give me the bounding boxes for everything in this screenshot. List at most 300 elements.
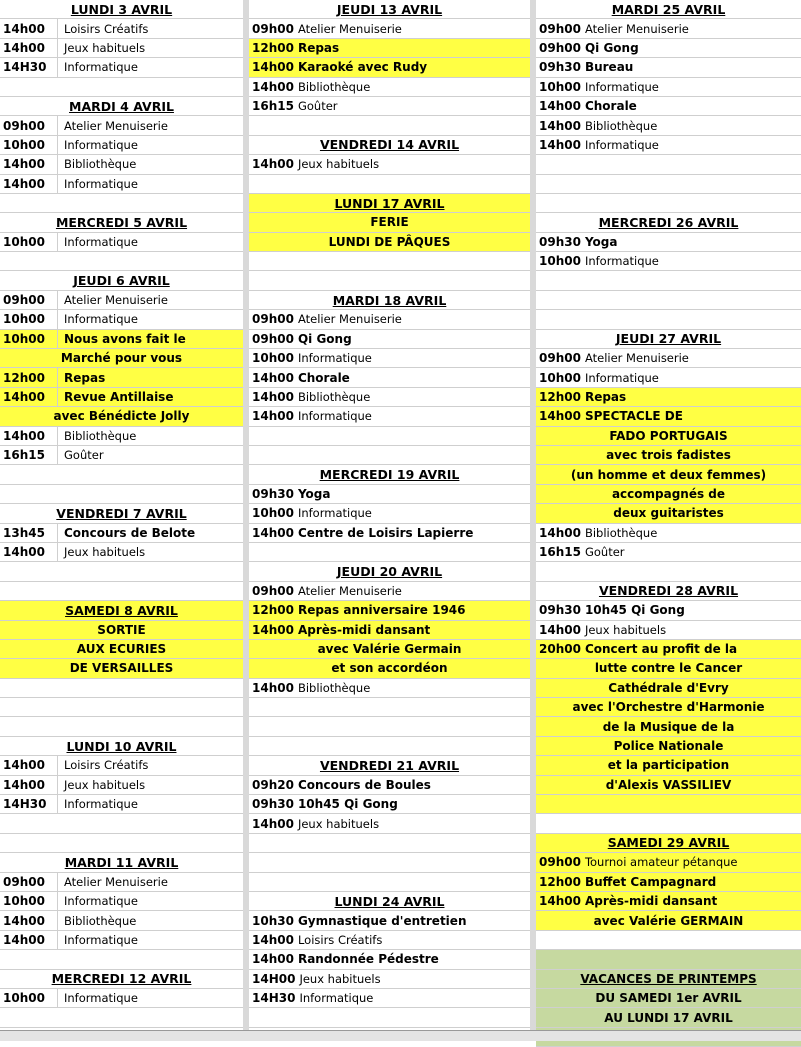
schedule-entry (0, 756, 243, 775)
entry-activity: Informatique (64, 991, 138, 1006)
event-detail-line: FADO PORTUGAIS (536, 427, 801, 446)
entry-time: 14h00 (0, 39, 58, 57)
entry-time: 16h15 (539, 545, 581, 560)
schedule-entry (249, 485, 530, 504)
event-detail-line: d'Alexis VASSILIEV (536, 776, 801, 795)
schedule-entry (536, 601, 801, 620)
empty-row (0, 814, 243, 833)
empty-row (536, 310, 801, 329)
empty-row (0, 950, 243, 969)
day-heading: SAMEDI 8 AVRIL (0, 601, 243, 620)
empty-row (0, 834, 243, 853)
day-heading: SAMEDI 29 AVRIL (536, 834, 801, 853)
day-heading: MERCREDI 12 AVRIL (0, 970, 243, 989)
day-heading: JEUDI 27 AVRIL (536, 330, 801, 349)
schedule-entry (0, 116, 243, 135)
empty-row (249, 271, 530, 290)
schedule-entry (536, 853, 801, 872)
entry-activity: Repas (584, 390, 627, 404)
entry-time: 10h30 (252, 913, 294, 928)
empty-row (249, 446, 530, 465)
schedule-entry (249, 524, 530, 543)
schedule-entry (0, 39, 243, 58)
day-heading: LUNDI 17 AVRIL (249, 194, 530, 213)
empty-row (0, 78, 243, 97)
entry-activity: Après-midi dansant (584, 894, 718, 909)
entry-activity: Concours de Belote (64, 525, 196, 540)
entry-time: 14h00 (0, 175, 58, 193)
entry-activity: Bibliothèque (584, 525, 658, 540)
empty-row (536, 950, 801, 969)
schedule-entry (0, 175, 243, 194)
day-heading: MARDI 4 AVRIL (0, 97, 243, 116)
schedule-entry (0, 911, 243, 930)
entry-time: 09h00 (252, 21, 294, 36)
day-heading: VENDREDI 14 AVRIL (249, 136, 530, 155)
empty-row (249, 873, 530, 892)
schedule-entry (249, 776, 530, 795)
entry-time: 14h00 (252, 622, 294, 637)
entry-time: 14h00 (252, 525, 294, 540)
schedule-entry (0, 388, 243, 407)
entry-activity: Centre de Loisirs Lapierre (297, 525, 474, 540)
entry-activity: Informatique (64, 234, 138, 249)
entry-time: 12h00 (252, 40, 294, 55)
schedule-entry (0, 155, 243, 174)
day-heading: LUNDI 10 AVRIL (0, 737, 243, 756)
entry-activity: Atelier Menuiserie (64, 293, 168, 308)
empty-row (0, 582, 243, 601)
entry-activity: 10h45 Qi Gong (584, 603, 685, 618)
entry-time: 14H30 (0, 58, 58, 76)
schedule-entry (0, 427, 243, 446)
schedule-entry (536, 58, 801, 77)
entry-time: 14h00 (252, 816, 294, 831)
entry-time: 14h00 (252, 79, 294, 94)
schedule-entry (536, 19, 801, 38)
entry-time: 14h00 (539, 409, 581, 424)
entry-time: 14h00 (0, 931, 58, 949)
schedule-entry (249, 407, 530, 426)
entry-activity: Revue Antillaise (64, 390, 174, 404)
entry-time: 09h30 (539, 60, 581, 75)
entry-activity: Bibliothèque (297, 680, 371, 695)
entry-activity: Bibliothèque (64, 157, 137, 172)
entry-activity: Karaoké avec Rudy (297, 60, 428, 75)
entry-time: 14h00 (252, 952, 294, 967)
entry-time: 14h00 (0, 543, 58, 561)
empty-row (249, 1008, 530, 1027)
event-detail-line: FERIE (249, 213, 530, 232)
schedule-entry (0, 931, 243, 950)
entry-activity: Informatique (64, 797, 138, 812)
schedule-entry (0, 524, 243, 543)
entry-time: 12h00 (0, 368, 58, 386)
entry-time: 09h00 (252, 583, 294, 598)
schedule-entry (0, 310, 243, 329)
entry-time: 14h00 (252, 680, 294, 695)
schedule-entry (249, 310, 530, 329)
schedule-entry (536, 892, 801, 911)
entry-activity: SPECTACLE DE (584, 409, 683, 424)
entry-time: 10h00 (252, 351, 294, 366)
entry-time: 13h45 (0, 524, 58, 542)
schedule-entry (536, 39, 801, 58)
entry-time: 09h30 (252, 486, 294, 501)
day-heading: JEUDI 13 AVRIL (249, 0, 530, 19)
empty-row (0, 679, 243, 698)
entry-time: 14h00 (539, 894, 581, 909)
schedule-entry (0, 543, 243, 562)
entry-activity: Loisirs Créatifs (64, 21, 149, 36)
entry-activity: Jeux habituels (297, 816, 380, 831)
schedule-entry (536, 136, 801, 155)
schedule-entry (536, 116, 801, 135)
empty-row (0, 194, 243, 213)
schedule-entry (536, 543, 801, 562)
schedule-entry (0, 58, 243, 77)
entry-time: 14h00 (0, 388, 58, 406)
sheet-tab-bar[interactable] (0, 1030, 801, 1041)
entry-time: 16h15 (0, 446, 58, 464)
entry-activity: Informatique (584, 79, 659, 94)
schedule-entry (249, 155, 530, 174)
schedule-column-3 (536, 0, 801, 1030)
event-detail-line: DU SAMEDI 1er AVRIL (536, 989, 801, 1008)
empty-row (536, 175, 801, 194)
entry-activity: Nous avons fait le (64, 331, 186, 346)
schedule-entry (536, 233, 801, 252)
entry-activity: Atelier Menuiserie (64, 118, 168, 133)
entry-activity: Bureau (584, 60, 634, 75)
day-heading: MERCREDI 5 AVRIL (0, 213, 243, 232)
entry-activity: Goûter (64, 448, 104, 463)
entry-activity: Repas (64, 370, 106, 385)
schedule-entry (249, 989, 530, 1008)
empty-row (249, 252, 530, 271)
entry-time: 14h00 (539, 525, 581, 540)
schedule-entry (249, 97, 530, 116)
empty-row (249, 717, 530, 736)
schedule-entry (0, 892, 243, 911)
entry-activity: Buffet Campagnard (584, 874, 717, 889)
event-detail-line: avec Valérie Germain (249, 640, 530, 659)
entry-time: 09h30 (539, 234, 581, 249)
entry-activity: Repas (297, 40, 340, 55)
schedule-entry (249, 368, 530, 387)
schedule-entry (249, 78, 530, 97)
day-heading: JEUDI 20 AVRIL (249, 562, 530, 581)
entry-activity: Jeux habituels (64, 777, 146, 792)
entry-time: 14h00 (0, 19, 58, 37)
entry-activity: Chorale (584, 99, 637, 114)
entry-activity: Tournoi amateur pétanque (584, 855, 738, 870)
schedule-entry (249, 950, 530, 969)
entry-activity: Bibliothèque (64, 913, 137, 928)
entry-activity: Concert au profit de la (584, 642, 738, 657)
schedule-entry (249, 504, 530, 523)
schedule-entry (0, 19, 243, 38)
entry-time: 14h00 (0, 911, 58, 929)
entry-activity: Chorale (297, 370, 350, 385)
entry-activity: Goûter (584, 545, 625, 560)
schedule-entry (536, 621, 801, 640)
entry-activity: Jeux habituels (64, 40, 146, 55)
empty-row (249, 175, 530, 194)
entry-time: 09h00 (0, 116, 58, 134)
schedule-entry (536, 349, 801, 368)
entry-activity: Jeux habituels (299, 971, 381, 986)
schedule-entry (0, 446, 243, 465)
schedule-entry (249, 388, 530, 407)
empty-row (249, 853, 530, 872)
empty-row (0, 717, 243, 736)
entry-activity: Jeux habituels (297, 157, 380, 172)
entry-activity: Informatique (64, 60, 138, 75)
entry-activity: Qi Gong (297, 331, 352, 346)
entry-time: 09h30 (539, 603, 581, 618)
event-detail-line: avec Valérie GERMAIN (536, 911, 801, 930)
entry-activity: Bibliothèque (297, 390, 371, 404)
entry-activity: Atelier Menuiserie (584, 21, 689, 36)
schedule-entry (249, 621, 530, 640)
schedule-entry (0, 368, 243, 387)
empty-row (536, 271, 801, 290)
entry-time: 10h00 (0, 136, 58, 154)
entry-time: 14h00 (252, 370, 294, 385)
event-detail-line: LUNDI DE PÂQUES (249, 233, 530, 252)
event-detail-line: SORTIE (0, 621, 243, 640)
entry-time: 09h30 (252, 797, 294, 812)
entry-time: 14h00 (539, 137, 581, 152)
event-detail-line: DE VERSAILLES (0, 659, 243, 678)
schedule-entry (0, 233, 243, 252)
schedule-entry (249, 931, 530, 950)
day-heading: MARDI 25 AVRIL (536, 0, 801, 19)
entry-time: 09h00 (539, 855, 581, 870)
schedule-entry (0, 330, 243, 349)
entry-time: 10h00 (0, 310, 58, 328)
entry-time: 10h00 (539, 79, 581, 94)
entry-time: 10h00 (0, 330, 58, 348)
schedule-entry (536, 524, 801, 543)
empty-row (0, 465, 243, 484)
empty-row (536, 562, 801, 581)
entry-activity: Loisirs Créatifs (297, 932, 383, 947)
empty-row (249, 116, 530, 135)
entry-time: 14h00 (539, 99, 581, 114)
entry-time: 10h00 (0, 989, 58, 1007)
entry-activity: Atelier Menuiserie (297, 312, 402, 327)
entry-time: 09h00 (0, 291, 58, 309)
event-detail-line: et son accordéon (249, 659, 530, 678)
empty-row (249, 543, 530, 562)
schedule-entry (249, 814, 530, 833)
schedule-entry (249, 970, 530, 989)
entry-activity: Goûter (297, 99, 338, 114)
schedule-entry (536, 78, 801, 97)
schedule-entry (536, 407, 801, 426)
entry-activity: Repas anniversaire 1946 (297, 603, 466, 618)
entry-activity: Informatique (584, 254, 659, 269)
entry-activity: Yoga (297, 486, 331, 501)
event-detail-line: AU LUNDI 17 AVRIL (536, 1008, 801, 1027)
entry-time: 12h00 (539, 390, 581, 404)
entry-activity: Bibliothèque (64, 428, 137, 443)
entry-activity: Informatique (584, 370, 659, 385)
entry-time: 14H30 (252, 991, 296, 1006)
entry-activity: Concours de Boules (297, 777, 431, 792)
schedule-column-2 (249, 0, 530, 1030)
entry-activity: Jeux habituels (64, 545, 146, 560)
entry-time: 14h00 (252, 157, 294, 172)
day-heading: LUNDI 3 AVRIL (0, 0, 243, 19)
empty-row (536, 931, 801, 950)
entry-time: 14h00 (0, 756, 58, 774)
empty-row (249, 698, 530, 717)
entry-time: 14h00 (252, 60, 294, 75)
entry-activity: Atelier Menuiserie (64, 874, 168, 889)
event-detail-line: lutte contre le Cancer (536, 659, 801, 678)
event-detail-line: et la participation (536, 756, 801, 775)
schedule-entry (0, 136, 243, 155)
entry-activity: Atelier Menuiserie (584, 351, 689, 366)
entry-activity: Atelier Menuiserie (297, 583, 402, 598)
entry-activity: Yoga (584, 234, 618, 249)
entry-time: 14H30 (0, 795, 58, 813)
empty-row (536, 155, 801, 174)
entry-activity: Informatique (299, 991, 374, 1006)
empty-row (0, 698, 243, 717)
day-heading: MARDI 18 AVRIL (249, 291, 530, 310)
entry-time: 14h00 (252, 932, 294, 947)
schedule-entry (249, 19, 530, 38)
day-heading: VENDREDI 21 AVRIL (249, 756, 530, 775)
event-detail-line: Police Nationale (536, 737, 801, 756)
entry-activity: Loisirs Créatifs (64, 758, 149, 773)
schedule-entry (0, 291, 243, 310)
schedule-entry (536, 873, 801, 892)
entry-time: 14h00 (252, 390, 294, 404)
schedule-entry (0, 795, 243, 814)
schedule-entry (536, 252, 801, 271)
day-heading: VENDREDI 28 AVRIL (536, 582, 801, 601)
entry-activity: Randonnée Pédestre (297, 952, 439, 967)
entry-activity: Qi Gong (584, 40, 639, 55)
event-detail-line: accompagnés de (536, 485, 801, 504)
entry-time: 20h00 (539, 642, 581, 657)
entry-time: 14h00 (539, 622, 581, 637)
entry-time: 10h00 (0, 233, 58, 251)
entry-time: 14h00 (0, 155, 58, 173)
empty-row (536, 795, 801, 814)
entry-activity: Informatique (64, 312, 138, 327)
schedule-column-1 (0, 0, 243, 1030)
entry-time: 09h00 (539, 351, 581, 366)
entry-activity: Bibliothèque (584, 118, 658, 133)
schedule-entry (0, 776, 243, 795)
event-detail-line: AUX ECURIES (0, 640, 243, 659)
schedule-entry (249, 330, 530, 349)
event-detail-line: Cathédrale d'Evry (536, 679, 801, 698)
event-detail-line: avec Bénédicte Jolly (0, 407, 243, 426)
entry-activity: Informatique (64, 932, 138, 947)
entry-activity: Informatique (584, 137, 659, 152)
entry-time: 16h15 (252, 99, 294, 114)
entry-activity: Informatique (297, 409, 372, 424)
entry-activity: Jeux habituels (584, 622, 667, 637)
schedule-entry (0, 873, 243, 892)
entry-time: 12h00 (252, 603, 294, 618)
entry-activity: Informatique (64, 137, 138, 152)
entry-activity: Bibliothèque (297, 79, 371, 94)
empty-row (0, 1008, 243, 1027)
schedule-entry (536, 97, 801, 116)
schedule-entry (249, 601, 530, 620)
entry-time: 14h00 (0, 776, 58, 794)
schedule-entry (249, 679, 530, 698)
empty-row (536, 814, 801, 833)
empty-row (0, 485, 243, 504)
entry-time: 14H00 (252, 971, 296, 986)
empty-row (0, 252, 243, 271)
entry-time: 12h00 (539, 874, 581, 889)
day-heading: JEUDI 6 AVRIL (0, 271, 243, 290)
schedule-entry (249, 911, 530, 930)
day-heading: VENDREDI 7 AVRIL (0, 504, 243, 523)
day-heading: MARDI 11 AVRIL (0, 853, 243, 872)
event-detail-line: de la Musique de la (536, 717, 801, 736)
entry-time: 10h00 (0, 892, 58, 910)
empty-row (249, 427, 530, 446)
schedule-entry (249, 582, 530, 601)
event-detail-line: avec trois fadistes (536, 446, 801, 465)
entry-time: 10h00 (539, 254, 581, 269)
event-detail-line: (un homme et deux femmes) (536, 465, 801, 484)
entry-activity: Après-midi dansant (297, 622, 431, 637)
day-heading: LUNDI 24 AVRIL (249, 892, 530, 911)
entry-time: 14h00 (539, 118, 581, 133)
entry-time: 09h00 (0, 873, 58, 891)
empty-row (249, 834, 530, 853)
schedule-entry (249, 349, 530, 368)
day-heading: MERCREDI 26 AVRIL (536, 213, 801, 232)
entry-time: 09h00 (539, 40, 581, 55)
event-detail-line: deux guitaristes (536, 504, 801, 523)
entry-activity: Informatique (297, 506, 372, 521)
entry-activity: Informatique (64, 894, 138, 909)
schedule-entry (536, 388, 801, 407)
entry-activity: Atelier Menuiserie (297, 21, 402, 36)
entry-time: 14h00 (0, 427, 58, 445)
entry-time: 14h00 (252, 409, 294, 424)
entry-activity: Informatique (64, 176, 138, 191)
empty-row (536, 194, 801, 213)
entry-time: 09h20 (252, 777, 294, 792)
entry-time: 09h00 (539, 21, 581, 36)
entry-time: 10h00 (539, 370, 581, 385)
event-detail-line: Marché pour vous (0, 349, 243, 368)
empty-row (536, 291, 801, 310)
day-heading: MERCREDI 19 AVRIL (249, 465, 530, 484)
schedule-entry (249, 795, 530, 814)
entry-activity: Gymnastique d'entretien (297, 913, 467, 928)
schedule-entry (536, 640, 801, 659)
event-detail-line: avec l'Orchestre d'Harmonie (536, 698, 801, 717)
schedule-entry (249, 58, 530, 77)
entry-activity: 10h45 Qi Gong (297, 797, 398, 812)
schedule-entry (249, 39, 530, 58)
